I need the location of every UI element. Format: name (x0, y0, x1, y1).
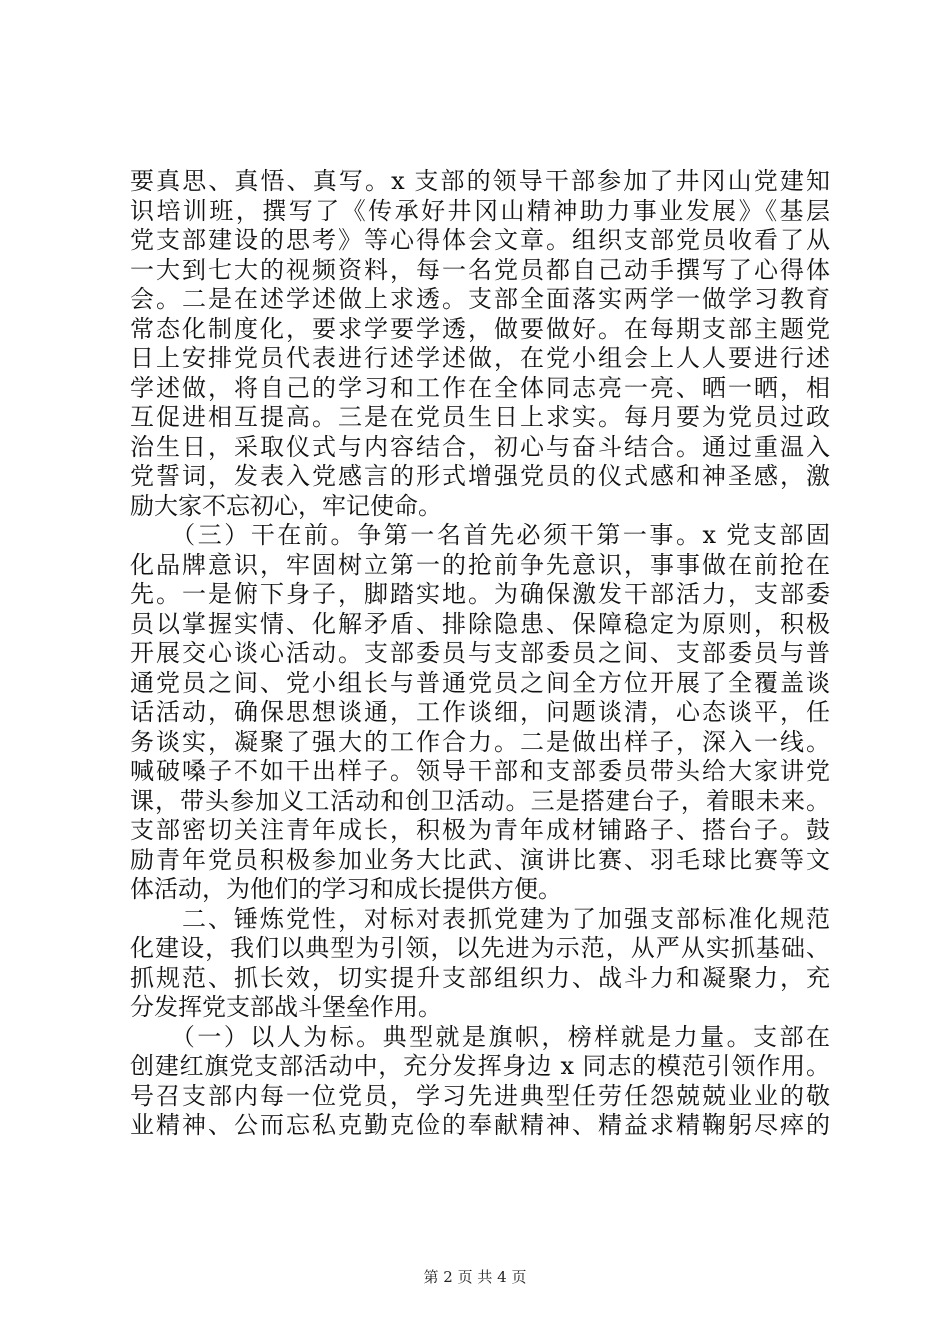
text-line: 支部密切关注青年成长，积极为青年成材铺路子、搭台子。鼓 (130, 816, 830, 844)
text-line: 开展交心谈心活动。支部委员与支部委员之间、支部委员与普 (130, 639, 830, 667)
text-line: 员以掌握实情、化解矛盾、排除隐患、保障稳定为原则，积极 (130, 609, 830, 638)
text-line: 号召支部内每一位党员，学习先进典型任劳任怨兢兢业业的敬 (130, 1081, 830, 1110)
text-line: 日上安排党员代表进行述学述做，在党小组会上人人要进行述 (130, 344, 830, 372)
text-line: 识培训班，撰写了《传承好井冈山精神助力事业发展》《基层 (130, 196, 830, 225)
text-line: 党誓词，发表入党感言的形式增强党员的仪式感和神圣感，激 (130, 462, 830, 490)
text-line: 学述做，将自己的学习和工作在全体同志亮一亮、晒一晒，相 (130, 373, 830, 402)
text-line: 一大到七大的视频资料，每一名党员都自己动手撰写了心得体 (130, 255, 830, 284)
text-line: 治生日，采取仪式与内容结合，初心与奋斗结合。通过重温入 (130, 432, 830, 461)
text-line: 先。一是俯下身子，脚踏实地。为确保激发干部活力，支部委 (130, 580, 830, 608)
text-line: 化建设，我们以典型为引领，以先进为示范，从严从实抓基础、 (130, 934, 830, 962)
text-line: 创建红旗党支部活动中，充分发挥身边 x 同志的模范引领作用。 (130, 1052, 830, 1080)
text-line: 业精神、公而忘私克勤克俭的奉献精神、精益求精鞠躬尽瘁的 (130, 1111, 830, 1139)
text-line: 通党员之间、党小组长与普通党员之间全方位开展了全覆盖谈 (130, 668, 830, 697)
page-footer: 第 2 页 共 4 页 (423, 1268, 527, 1286)
document-body (130, 167, 830, 1141)
text-line: 常态化制度化，要求学要学透，做要做好。在每期支部主题党 (130, 314, 830, 343)
text-line: 课，带头参加义工活动和创卫活动。三是搭建台子，着眼未来。 (130, 786, 830, 815)
text-line: 体活动，为他们的学习和成长提供方便。 (130, 875, 562, 903)
text-line: 话活动，确保思想谈通，工作谈细，问题谈清，心态谈平，任 (130, 698, 830, 726)
text-line: （三）干在前。争第一名首先必须干第一事。x 党支部固 (130, 521, 830, 549)
text-line: 励大家不忘初心，牢记使命。 (130, 491, 442, 520)
text-line: 要真思、真悟、真写。x 支部的领导干部参加了井冈山党建知 (130, 167, 830, 195)
text-line: 党支部建设的思考》等心得体会文章。组织支部党员收看了从 (130, 226, 830, 254)
text-line: 互促进相互提高。三是在党员生日上求实。每月要为党员过政 (130, 403, 830, 431)
text-line: 抓规范、抓长效，切实提升支部组织力、战斗力和凝聚力，充 (130, 963, 830, 992)
text-line: （一）以人为标。典型就是旗帜，榜样就是力量。支部在 (130, 1022, 830, 1051)
text-line: 会。二是在述学述做上求透。支部全面落实两学一做学习教育 (130, 285, 830, 313)
text-line: 喊破嗓子不如干出样子。领导干部和支部委员带头给大家讲党 (130, 757, 830, 785)
text-line: 务谈实，凝聚了强大的工作合力。二是做出样子，深入一线。 (130, 727, 830, 756)
text-line: 化品牌意识，牢固树立第一的抢前争先意识，事事做在前抢在 (130, 550, 830, 579)
text-line: 二、锤炼党性，对标对表抓党建为了加强支部标准化规范 (130, 904, 830, 933)
text-line: 励青年党员积极参加业务大比武、演讲比赛、羽毛球比赛等文 (130, 845, 830, 874)
text-line: 分发挥党支部战斗堡垒作用。 (130, 993, 442, 1021)
